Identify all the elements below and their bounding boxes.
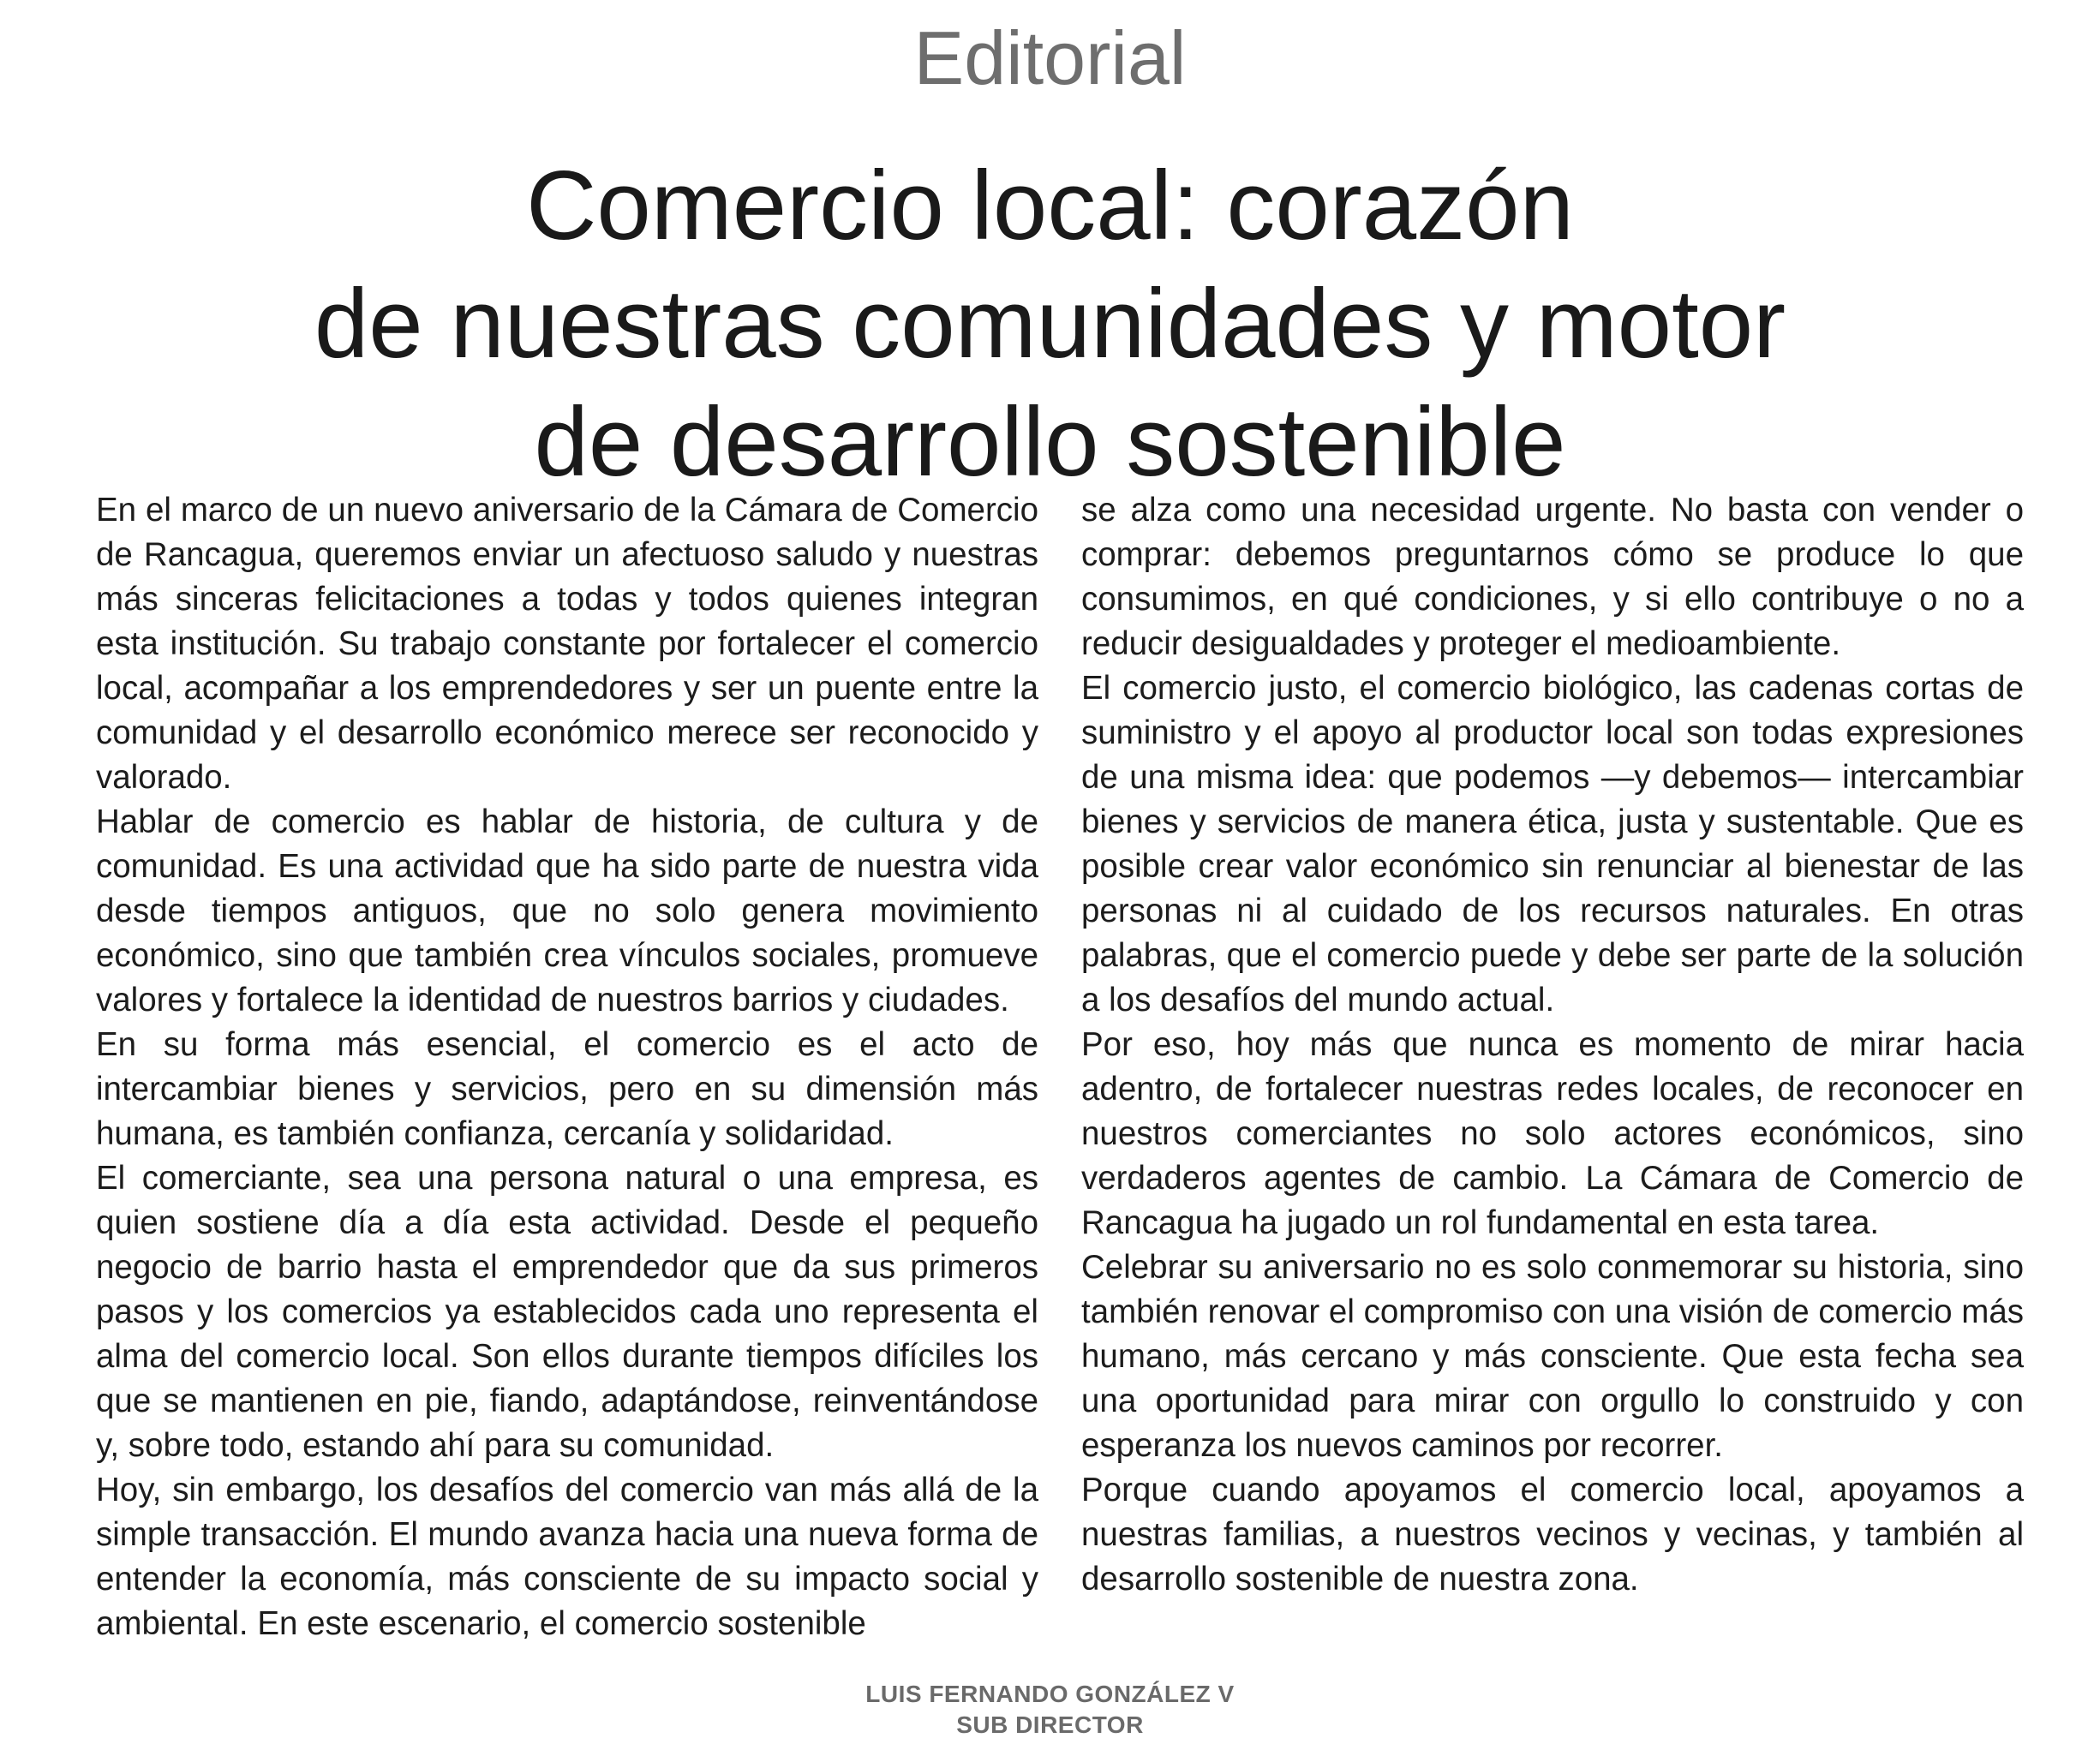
headline-line: de nuestras comunidades y motor bbox=[314, 270, 1786, 379]
author-name: LUIS FERNANDO GONZÁLEZ V bbox=[865, 1681, 1235, 1707]
author-role: SUB DIRECTOR bbox=[956, 1711, 1144, 1738]
paragraph: En su forma más esencial, el comercio es el acto de intercambiar bienes y servicios, pero en su dimensión más humana, es también confianza, cercanía y solidaridad. bbox=[96, 1026, 1038, 1152]
paragraph: Hablar de comercio es hablar de historia, de cultura y de comunidad. Es una actividad que ha sido parte de nuestra vida desde tiempos antiguos, que no solo genera movimiento económico, sino que también crea vínculos sociales, promueve valores y fortalece la identidad de nuestros barrios y ciudades. bbox=[96, 803, 1038, 1018]
headline-line: de desarrollo sostenible bbox=[534, 388, 1566, 497]
paragraph: El comerciante, sea una persona natural o una empresa, es quien sostiene día a día esta actividad. Desde el pequeño negocio de barrio hasta el emprendedor que da sus primeros pasos y los comercios ya establecidos cada uno representa el alma del comercio local. Son ellos durante tiempos difíciles los que se mantienen en pie, fiando, adaptándose, reinventándose y, sobre todo, estando ahí para su comunidad. bbox=[96, 1160, 1038, 1464]
paragraph: En el marco de un nuevo aniversario de la Cámara de Comercio de Rancagua, queremos enviar un afectuoso saludo y nuestras más sinceras felicitaciones a todas y todos quienes integran esta institución. Su trabajo constante por fortalecer el comercio local, acompañar a los emprendedores y ser un puente entre la comunidad y el desarrollo económico merece ser reconocido y valorado. bbox=[96, 492, 1038, 796]
section-label: Editorial bbox=[913, 15, 1187, 100]
paragraph: se alza como una necesidad urgente. No basta con vender o comprar: debemos preguntarnos cómo se produce lo que consumimos, en qué condiciones, y si ello contribuye o no a reducir desigualdades y proteger el medioambiente. bbox=[1081, 492, 2024, 662]
paragraph: Celebrar su aniversario no es solo conmemorar su historia, sino también renovar el compromiso con una visión de comercio más humano, más cercano y más consciente. Que esta fecha sea una oportunidad para mirar con orgullo lo construido y con esperanza los nuevos caminos por recorrer. bbox=[1081, 1249, 2024, 1464]
paragraph: El comercio justo, el comercio biológico, las cadenas cortas de suministro y el apoyo al productor local son todas expresiones de una misma idea: que podemos —y debemos— intercambiar bienes y servicios de manera ética, justa y sustentable. Que es posible crear valor económico sin renunciar al bienestar de las personas ni al cuidado de los recursos naturales. En otras palabras, que el comercio puede y debe ser parte de la solución a los desafíos del mundo actual. bbox=[1081, 670, 2024, 1018]
paragraph: Hoy, sin embargo, los desafíos del comercio van más allá de la simple transacción. El mundo avanza hacia una nueva forma de entender la economía, más consciente de su impacto social y ambiental. En este escenario, el comercio sostenible bbox=[96, 1472, 1038, 1642]
byline bbox=[0, 1679, 2100, 1741]
right-column bbox=[1081, 488, 2024, 1602]
left-column bbox=[96, 488, 1038, 1646]
paragraph: Porque cuando apoyamos el comercio local, apoyamos a nuestras familias, a nuestros vecinos y vecinas, y también al desarrollo sostenible de nuestra zona. bbox=[1081, 1472, 2024, 1598]
paragraph: Por eso, hoy más que nunca es momento de mirar hacia adentro, de fortalecer nuestras redes locales, de reconocer en nuestros comerciantes no solo actores económicos, sino verdaderos agentes de cambio. La Cámara de Comercio de Rancagua ha jugado un rol fundamental en esta tarea. bbox=[1081, 1026, 2024, 1241]
headline bbox=[171, 147, 1929, 502]
headline-line: Comercio local: corazón bbox=[526, 152, 1574, 260]
